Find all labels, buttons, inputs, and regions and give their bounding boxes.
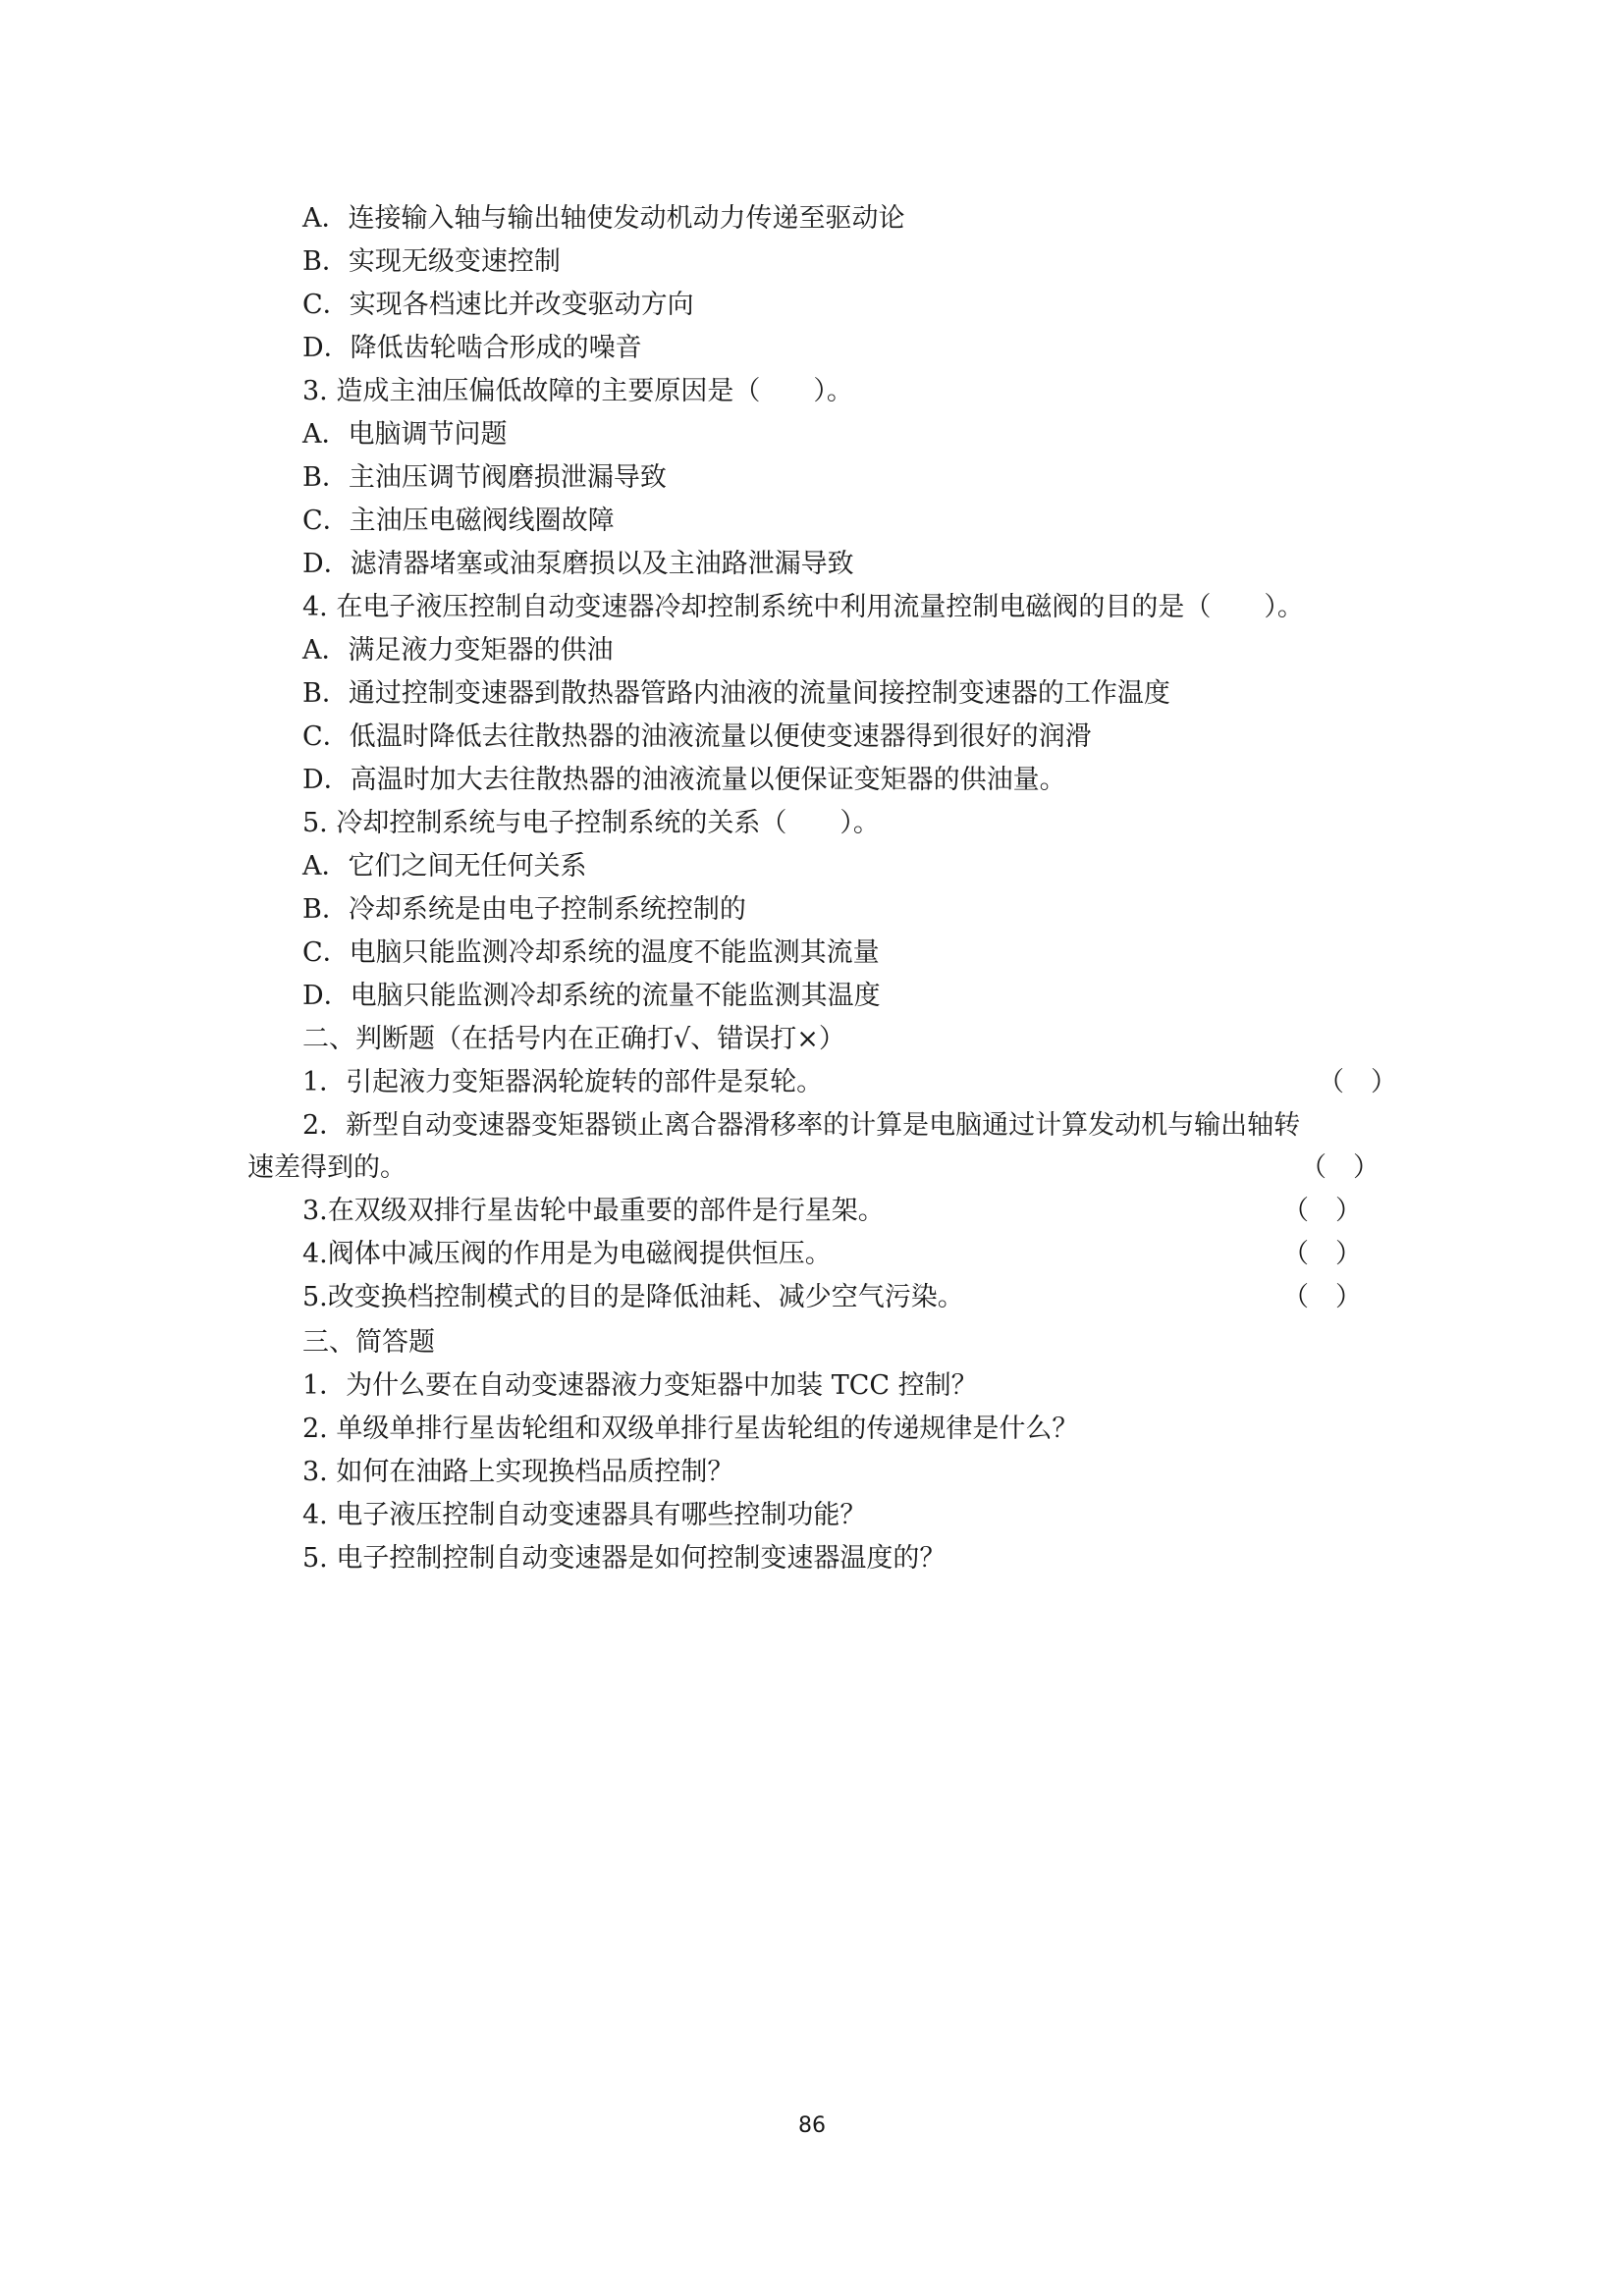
- short-answer-item-2: 2. 单级单排行星齿轮组和双级单排行星齿轮组的传递规律是什么？: [302, 1414, 1079, 1444]
- q2-option-b: B．实现无级变速控制: [302, 246, 561, 277]
- q3-stem: 3. 造成主油压偏低故障的主要原因是（ ）。: [302, 376, 853, 406]
- tf-answer-paren-1: （ ）: [1318, 1067, 1397, 1097]
- tf-answer-paren-2: （ ）: [1300, 1152, 1380, 1183]
- short-answer-item-4: 4. 电子液压控制自动变速器具有哪些控制功能？: [302, 1500, 867, 1530]
- q3-option-c: C．主油压电磁阀线圈故障: [302, 506, 615, 536]
- q4-option-a: A．满足液力变矩器的供油: [302, 635, 614, 666]
- q5-stem: 5. 冷却控制系统与电子控制系统的关系（ ）。: [302, 808, 880, 838]
- tf-answer-paren-5: （ ）: [1282, 1282, 1362, 1312]
- tf-item-4: 4.阀体中减压阀的作用是为电磁阀提供恒压。: [302, 1239, 832, 1269]
- short-answer-item-5: 5. 电子控制控制自动变速器是如何控制变速器温度的？: [302, 1543, 947, 1574]
- section-short-answer-title: 三、简答题: [302, 1327, 435, 1358]
- q4-option-b: B．通过控制变速器到散热器管路内油液的流量间接控制变速器的工作温度: [302, 678, 1170, 709]
- q4-stem: 4. 在电子液压控制自动变速器冷却控制系统中利用流量控制电磁阀的目的是（ ）。: [302, 592, 1304, 622]
- short-answer-item-1: 1．为什么要在自动变速器液力变矩器中加装 TCC 控制？: [302, 1370, 978, 1401]
- q3-option-a: A．电脑调节问题: [302, 419, 508, 450]
- section-true-false-title: 二、判断题（在括号内在正确打√、错误打×）: [302, 1024, 845, 1054]
- short-answer-item-3: 3. 如何在油路上实现换档品质控制？: [302, 1457, 734, 1487]
- tf-answer-paren-3: （ ）: [1282, 1196, 1362, 1226]
- tf-item-2-continued: 速差得到的。: [247, 1152, 406, 1183]
- page-number: 86: [798, 2113, 826, 2138]
- tf-item-3: 3.在双级双排行星齿轮中最重要的部件是行星架。: [302, 1196, 885, 1226]
- q3-option-d: D．滤清器堵塞或油泵磨损以及主油路泄漏导致: [302, 549, 854, 579]
- q2-option-c: C．实现各档速比并改变驱动方向: [302, 290, 694, 320]
- q5-option-a: A．它们之间无任何关系: [302, 851, 587, 881]
- tf-item-2: 2．新型自动变速器变矩器锁止离合器滑移率的计算是电脑通过计算发动机与输出轴转: [302, 1110, 1301, 1141]
- q3-option-b: B．主油压调节阀磨损泄漏导致: [302, 462, 667, 493]
- q5-option-c: C．电脑只能监测冷却系统的温度不能监测其流量: [302, 937, 880, 968]
- q4-option-d: D．高温时加大去往散热器的油液流量以便保证变矩器的供油量。: [302, 765, 1066, 795]
- q5-option-b: B．冷却系统是由电子控制系统控制的: [302, 894, 746, 925]
- tf-item-5: 5.改变换档控制模式的目的是降低油耗、减少空气污染。: [302, 1282, 964, 1312]
- q2-option-d: D．降低齿轮啮合形成的噪音: [302, 333, 642, 363]
- q2-option-a: A．连接输入轴与输出轴使发动机动力传递至驱动论: [302, 203, 905, 234]
- tf-answer-paren-4: （ ）: [1282, 1239, 1362, 1269]
- tf-item-1: 1．引起液力变矩器涡轮旋转的部件是泵轮。: [302, 1067, 824, 1097]
- q5-option-d: D．电脑只能监测冷却系统的流量不能监测其温度: [302, 981, 881, 1011]
- q4-option-c: C．低温时降低去往散热器的油液流量以便使变速器得到很好的润滑: [302, 721, 1092, 752]
